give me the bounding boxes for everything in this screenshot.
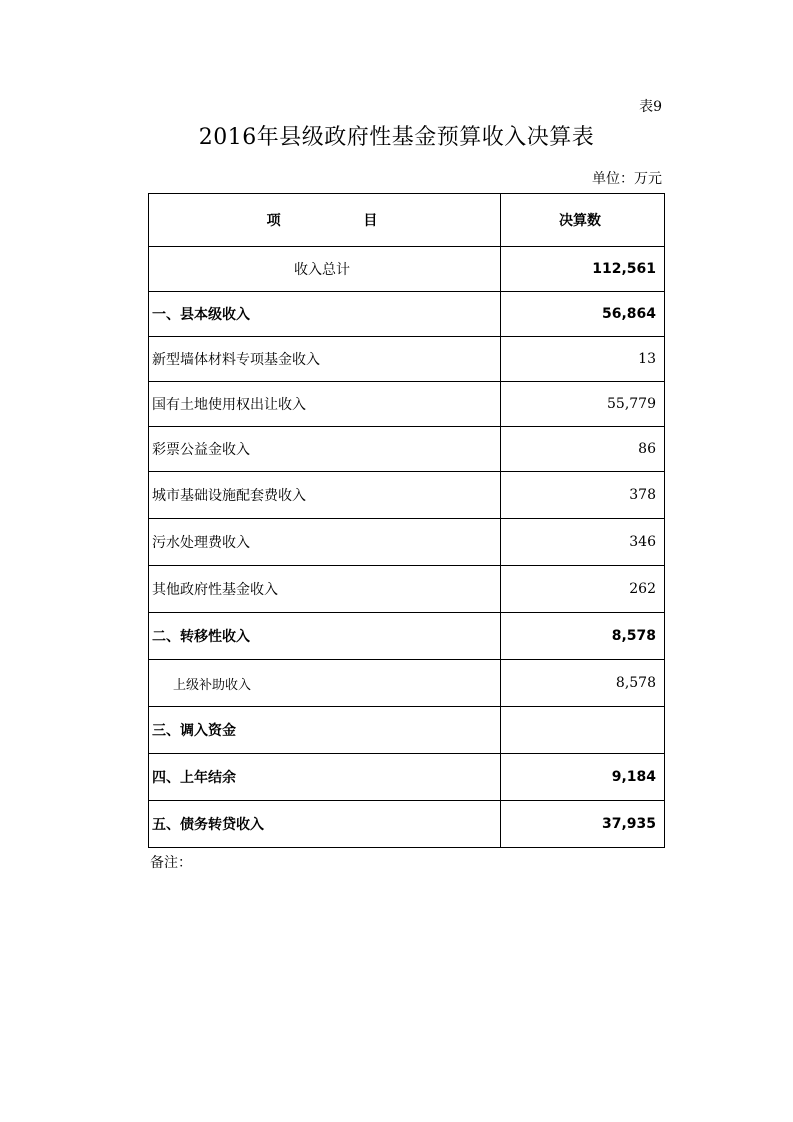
row-label: 其他政府性基金收入 bbox=[149, 566, 501, 613]
row-value bbox=[501, 707, 665, 754]
table-row bbox=[149, 801, 665, 848]
table-row bbox=[149, 613, 665, 660]
table-row bbox=[149, 519, 665, 566]
table-row bbox=[149, 472, 665, 519]
table-number: 表9 bbox=[639, 99, 662, 115]
note-label: 备注： bbox=[150, 855, 192, 871]
row-label: 彩票公益金收入 bbox=[149, 427, 501, 472]
table-row-total bbox=[149, 247, 665, 292]
row-value: 262 bbox=[501, 566, 665, 613]
row-value: 55,779 bbox=[501, 382, 665, 427]
row-value: 346 bbox=[501, 519, 665, 566]
row-label: 国有土地使用权出让收入 bbox=[149, 382, 501, 427]
table-row bbox=[149, 566, 665, 613]
row-value: 56,864 bbox=[501, 292, 665, 337]
row-value: 9,184 bbox=[501, 754, 665, 801]
table-header-row bbox=[149, 194, 665, 247]
column-header-amount: 决算数 bbox=[501, 194, 665, 247]
table-row bbox=[149, 707, 665, 754]
row-label: 四、上年结余 bbox=[149, 754, 501, 801]
table-row bbox=[149, 660, 665, 707]
table-row bbox=[149, 292, 665, 337]
row-label: 上级补助收入 bbox=[149, 660, 501, 707]
budget-table bbox=[148, 193, 665, 848]
row-value: 37,935 bbox=[501, 801, 665, 848]
row-label: 新型墙体材料专项基金收入 bbox=[149, 337, 501, 382]
row-label: 五、债务转贷收入 bbox=[149, 801, 501, 848]
row-label: 一、县本级收入 bbox=[149, 292, 501, 337]
table-row bbox=[149, 337, 665, 382]
table-row bbox=[149, 382, 665, 427]
table-row bbox=[149, 427, 665, 472]
row-value: 8,578 bbox=[501, 660, 665, 707]
row-value: 112,561 bbox=[501, 247, 665, 292]
row-label: 二、转移性收入 bbox=[149, 613, 501, 660]
row-label: 城市基础设施配套费收入 bbox=[149, 472, 501, 519]
unit-label: 单位：万元 bbox=[592, 171, 662, 187]
row-value: 13 bbox=[501, 337, 665, 382]
row-label: 收入总计 bbox=[149, 247, 501, 292]
row-label: 污水处理费收入 bbox=[149, 519, 501, 566]
row-label: 三、调入资金 bbox=[149, 707, 501, 754]
table-row bbox=[149, 754, 665, 801]
page-title: 2016年县级政府性基金预算收入决算表 bbox=[198, 125, 595, 150]
row-value: 378 bbox=[501, 472, 665, 519]
row-value: 8,578 bbox=[501, 613, 665, 660]
row-value: 86 bbox=[501, 427, 665, 472]
column-header-item: 项 目 bbox=[149, 194, 501, 247]
